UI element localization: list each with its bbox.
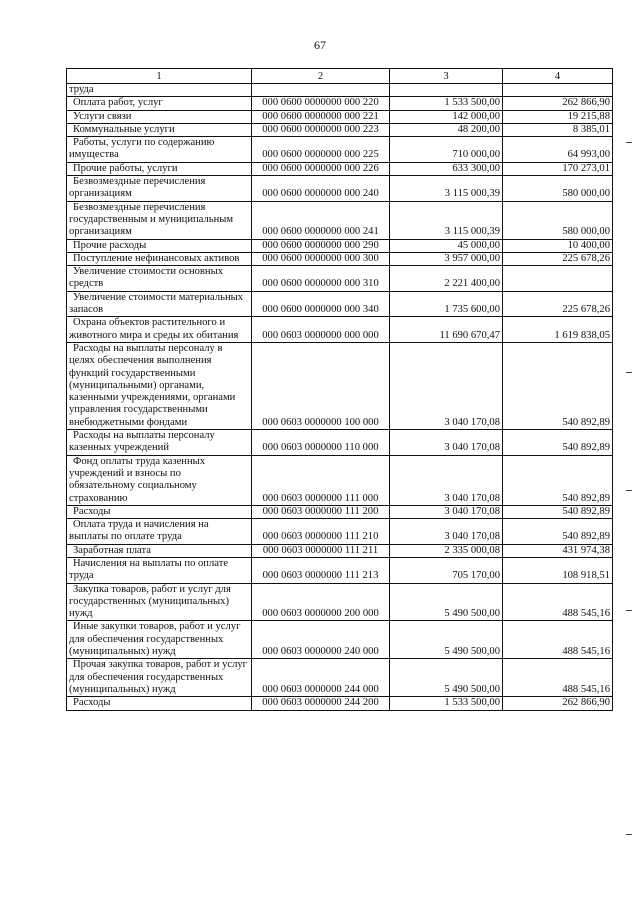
row-name-cell xyxy=(67,455,252,505)
row-actual-value-cell-text: 19 215,88 xyxy=(567,110,610,122)
row-actual-value-cell-text: 488 545,16 xyxy=(562,608,610,620)
table-row xyxy=(67,239,613,252)
row-plan-value-cell xyxy=(390,176,503,202)
row-actual-value-cell xyxy=(503,252,613,265)
row-code-cell-text: 000 0600 0000000 000 290 xyxy=(262,239,379,251)
row-plan-value-cell xyxy=(390,291,503,317)
row-actual-value-cell xyxy=(503,342,613,429)
row-name-cell xyxy=(67,110,252,123)
row-plan-value-cell xyxy=(390,659,503,697)
row-code-cell-text: 000 0603 0000000 100 000 xyxy=(262,416,379,428)
row-actual-value-cell xyxy=(503,621,613,659)
row-actual-value-cell-text: 540 892,89 xyxy=(562,442,610,454)
row-plan-value-cell xyxy=(390,430,503,456)
row-code-cell-text: 000 0600 0000000 000 310 xyxy=(262,278,379,290)
row-actual-value-cell xyxy=(503,239,613,252)
row-actual-value-cell xyxy=(503,544,613,557)
row-name-cell-text: Закупка товаров, работ и услуг для государственных (муниципальных) нужд xyxy=(69,583,231,620)
row-code-cell-text: 000 0603 0000000 111 000 xyxy=(262,492,379,504)
row-actual-value-cell-text: 540 892,89 xyxy=(562,531,610,543)
table-row xyxy=(67,97,613,110)
row-plan-value-cell-text: 1 533 500,00 xyxy=(444,697,500,709)
row-plan-value-cell xyxy=(390,252,503,265)
row-name-cell xyxy=(67,342,252,429)
row-name-cell xyxy=(67,697,252,710)
scan-edge-mark xyxy=(626,490,632,491)
row-plan-value-cell-text: 3 115 000,39 xyxy=(444,188,500,200)
row-name-cell-text: труда xyxy=(69,84,94,95)
row-plan-value-cell xyxy=(390,137,503,163)
row-actual-value-cell xyxy=(503,697,613,710)
row-plan-value-cell xyxy=(390,162,503,175)
table-row xyxy=(67,266,613,292)
table-row xyxy=(67,430,613,456)
table-row xyxy=(67,252,613,265)
row-actual-value-cell xyxy=(503,123,613,136)
row-code-cell xyxy=(252,266,390,292)
row-plan-value-cell-text: 5 490 500,00 xyxy=(444,608,500,620)
row-name-cell-text: Безвозмездные перечисления государственным и муниципальным организациям xyxy=(69,201,234,238)
scan-edge-mark xyxy=(626,142,632,143)
row-code-cell xyxy=(252,176,390,202)
row-code-cell-text: 000 0603 0000000 200 000 xyxy=(262,608,379,620)
row-name-cell xyxy=(67,137,252,163)
row-actual-value-cell xyxy=(503,201,613,239)
row-name-cell-text: Иные закупки товаров, работ и услуг для обеспечения государственных (муниципальных) нужд xyxy=(69,621,241,658)
row-name-cell xyxy=(67,252,252,265)
table-row xyxy=(67,544,613,557)
table-row xyxy=(67,342,613,429)
row-name-cell xyxy=(67,505,252,518)
row-name-cell xyxy=(67,84,252,97)
table-body xyxy=(67,84,613,711)
row-actual-value-cell-text: 431 974,38 xyxy=(562,544,610,556)
row-name-cell-text: Увеличение стоимости материальных запасов xyxy=(69,291,244,316)
row-actual-value-cell-text: 580 000,00 xyxy=(562,188,610,200)
row-code-cell-text: 000 0603 0000000 111 200 xyxy=(262,505,379,517)
row-plan-value-cell-text: 710 000,00 xyxy=(452,149,500,161)
row-code-cell xyxy=(252,544,390,557)
row-plan-value-cell xyxy=(390,557,503,583)
row-actual-value-cell xyxy=(503,137,613,163)
row-name-cell xyxy=(67,123,252,136)
row-plan-value-cell xyxy=(390,123,503,136)
row-code-cell xyxy=(252,430,390,456)
row-name-cell xyxy=(67,176,252,202)
row-name-cell-text: Начисления на выплаты по оплате труда xyxy=(69,557,229,582)
row-name-cell xyxy=(67,317,252,343)
row-code-cell xyxy=(252,583,390,621)
row-code-cell-text: 000 0603 0000000 111 213 xyxy=(262,570,379,582)
row-name-cell xyxy=(67,583,252,621)
row-name-cell-text: Прочие работы, услуги xyxy=(73,162,178,174)
row-plan-value-cell-text: 142 000,00 xyxy=(452,110,500,122)
row-name-cell xyxy=(67,430,252,456)
row-name-cell-text: Охрана объектов растительного и животного мира и среды их обитания xyxy=(69,317,239,341)
row-plan-value-cell xyxy=(390,697,503,710)
row-actual-value-cell xyxy=(503,519,613,545)
row-plan-value-cell xyxy=(390,201,503,239)
row-actual-value-cell xyxy=(503,659,613,697)
row-code-cell xyxy=(252,239,390,252)
scan-edge-mark xyxy=(626,834,632,835)
row-code-cell xyxy=(252,97,390,110)
row-name-cell xyxy=(67,97,252,110)
row-name-cell xyxy=(67,266,252,292)
table-row xyxy=(67,583,613,621)
row-code-cell xyxy=(252,84,390,97)
row-plan-value-cell-text: 1 735 600,00 xyxy=(444,304,500,316)
row-name-cell-text: Коммунальные услуги xyxy=(73,123,175,135)
row-code-cell-text: 000 0600 0000000 000 223 xyxy=(262,123,379,135)
row-name-cell xyxy=(67,239,252,252)
table-row xyxy=(67,137,613,163)
row-name-cell-text: Заработная плата xyxy=(73,544,151,556)
row-code-cell-text: 000 0603 0000000 000 000 xyxy=(262,329,379,341)
table-row xyxy=(67,455,613,505)
row-actual-value-cell-text: 580 000,00 xyxy=(562,226,610,238)
row-name-cell-text: Увеличение стоимости основных средств xyxy=(69,266,224,290)
row-actual-value-cell-text: 262 866,90 xyxy=(562,697,610,709)
row-plan-value-cell-text: 3 957 000,00 xyxy=(444,252,500,264)
row-plan-value-cell xyxy=(390,583,503,621)
row-plan-value-cell-text: 3 040 170,08 xyxy=(444,531,500,543)
row-code-cell xyxy=(252,291,390,317)
row-code-cell xyxy=(252,162,390,175)
row-code-cell-text: 000 0603 0000000 111 210 xyxy=(262,531,379,543)
column-header-3: 3 xyxy=(390,69,503,84)
row-actual-value-cell-text: 225 678,26 xyxy=(562,304,610,316)
row-plan-value-cell-text: 5 490 500,00 xyxy=(444,683,500,695)
column-header-4: 4 xyxy=(503,69,613,84)
row-plan-value-cell-text: 3 115 000,39 xyxy=(444,226,500,238)
row-plan-value-cell xyxy=(390,519,503,545)
row-name-cell-text: Услуги связи xyxy=(73,110,132,122)
row-plan-value-cell-text: 3 040 170,08 xyxy=(444,492,500,504)
row-plan-value-cell xyxy=(390,455,503,505)
row-code-cell xyxy=(252,137,390,163)
row-actual-value-cell-text: 64 993,00 xyxy=(567,149,610,161)
row-code-cell-text: 000 0600 0000000 000 221 xyxy=(262,110,379,122)
row-name-cell-text: Прочая закупка товаров, работ и услуг для обеспечения государственных (муниципальных) нужд xyxy=(69,659,248,695)
table-row xyxy=(67,176,613,202)
row-plan-value-cell xyxy=(390,110,503,123)
row-name-cell xyxy=(67,621,252,659)
row-code-cell xyxy=(252,317,390,343)
row-actual-value-cell xyxy=(503,84,613,97)
row-actual-value-cell-text: 1 619 838,05 xyxy=(554,329,610,341)
row-name-cell-text: Поступление нефинансовых активов xyxy=(73,252,240,264)
row-plan-value-cell-text: 3 040 170,08 xyxy=(444,442,500,454)
row-code-cell-text: 000 0603 0000000 240 000 xyxy=(262,646,379,658)
row-plan-value-cell-text: 48 200,00 xyxy=(457,123,500,135)
row-plan-value-cell-text: 45 000,00 xyxy=(457,239,500,251)
row-actual-value-cell-text: 540 892,89 xyxy=(562,416,610,428)
table-row xyxy=(67,291,613,317)
row-plan-value-cell xyxy=(390,342,503,429)
row-actual-value-cell xyxy=(503,455,613,505)
row-plan-value-cell-text: 633 300,00 xyxy=(452,162,500,174)
row-name-cell-text: Расходы на выплаты персоналу казенных учреждений xyxy=(69,430,215,454)
column-header-1: 1 xyxy=(67,69,252,84)
row-code-cell-text: 000 0603 0000000 110 000 xyxy=(262,442,379,454)
row-name-cell-text: Фонд оплаты труда казенных учреждений и взносы по обязательному социальному страхованию xyxy=(69,455,206,504)
row-actual-value-cell-text: 170 273,01 xyxy=(562,162,610,174)
row-name-cell xyxy=(67,201,252,239)
row-code-cell xyxy=(252,201,390,239)
row-code-cell-text: 000 0603 0000000 244 200 xyxy=(262,697,379,709)
row-plan-value-cell-text: 2 221 400,00 xyxy=(444,278,500,290)
table-header xyxy=(67,69,613,84)
row-actual-value-cell-text: 262 866,90 xyxy=(562,97,610,109)
table-row xyxy=(67,621,613,659)
row-plan-value-cell xyxy=(390,266,503,292)
row-code-cell-text: 000 0600 0000000 000 240 xyxy=(262,188,379,200)
row-name-cell xyxy=(67,519,252,545)
row-plan-value-cell xyxy=(390,621,503,659)
row-plan-value-cell xyxy=(390,505,503,518)
row-code-cell-text: 000 0600 0000000 000 340 xyxy=(262,304,379,316)
row-code-cell-text: 000 0603 0000000 111 211 xyxy=(262,544,379,556)
row-name-cell xyxy=(67,544,252,557)
table-row xyxy=(67,505,613,518)
row-code-cell xyxy=(252,519,390,545)
row-actual-value-cell-text: 488 545,16 xyxy=(562,683,610,695)
scan-edge-mark xyxy=(626,610,632,611)
row-actual-value-cell xyxy=(503,291,613,317)
row-plan-value-cell-text: 705 170,00 xyxy=(452,570,500,582)
row-code-cell xyxy=(252,505,390,518)
row-actual-value-cell xyxy=(503,110,613,123)
row-actual-value-cell-text: 225 678,26 xyxy=(562,252,610,264)
row-code-cell xyxy=(252,342,390,429)
row-plan-value-cell-text: 2 335 000,08 xyxy=(444,544,500,556)
row-plan-value-cell-text: 1 533 500,00 xyxy=(444,97,500,109)
row-code-cell xyxy=(252,110,390,123)
table-row xyxy=(67,84,613,97)
row-actual-value-cell xyxy=(503,266,613,292)
table-row xyxy=(67,557,613,583)
row-name-cell xyxy=(67,557,252,583)
row-name-cell-text: Прочие расходы xyxy=(73,239,147,251)
row-code-cell xyxy=(252,621,390,659)
row-plan-value-cell xyxy=(390,84,503,97)
row-actual-value-cell xyxy=(503,583,613,621)
row-actual-value-cell-text: 540 892,89 xyxy=(562,505,610,517)
row-name-cell-text: Расходы xyxy=(73,505,111,517)
row-actual-value-cell-text: 8 385,01 xyxy=(572,123,610,135)
row-name-cell xyxy=(67,162,252,175)
table-row xyxy=(67,162,613,175)
row-actual-value-cell xyxy=(503,430,613,456)
row-name-cell xyxy=(67,659,252,697)
row-actual-value-cell xyxy=(503,97,613,110)
row-plan-value-cell xyxy=(390,239,503,252)
row-actual-value-cell xyxy=(503,176,613,202)
row-actual-value-cell-text: 10 400,00 xyxy=(567,239,610,251)
row-code-cell xyxy=(252,455,390,505)
row-code-cell xyxy=(252,659,390,697)
row-actual-value-cell xyxy=(503,162,613,175)
row-plan-value-cell xyxy=(390,317,503,343)
row-actual-value-cell xyxy=(503,557,613,583)
row-code-cell xyxy=(252,697,390,710)
row-plan-value-cell-text: 3 040 170,08 xyxy=(444,416,500,428)
row-name-cell-text: Работы, услуги по содержанию имущества xyxy=(69,137,215,161)
row-code-cell-text: 000 0600 0000000 000 225 xyxy=(262,149,379,161)
row-plan-value-cell xyxy=(390,97,503,110)
table-row xyxy=(67,519,613,545)
table-row xyxy=(67,201,613,239)
row-code-cell xyxy=(252,123,390,136)
page-number: 67 xyxy=(314,38,326,52)
column-header-2: 2 xyxy=(252,69,390,84)
row-plan-value-cell-text: 3 040 170,08 xyxy=(444,505,500,517)
row-plan-value-cell-text: 11 690 670,47 xyxy=(439,329,500,341)
scan-edge-mark xyxy=(626,372,632,373)
row-name-cell-text: Оплата работ, услуг xyxy=(73,97,163,109)
row-name-cell-text: Расходы на выплаты персоналу в целях обеспечения выполнения функций государственными (муниципальными) органами, казенными учреждениями, органами управления государственными внебюджетными фондами xyxy=(69,342,236,428)
row-code-cell-text: 000 0600 0000000 000 226 xyxy=(262,162,379,174)
table-row xyxy=(67,697,613,710)
row-actual-value-cell-text: 488 545,16 xyxy=(562,646,610,658)
row-name-cell-text: Оплата труда и начисления на выплаты по оплате труда xyxy=(69,519,209,543)
row-plan-value-cell-text: 5 490 500,00 xyxy=(444,646,500,658)
table-header-row xyxy=(67,69,613,84)
table-row xyxy=(67,123,613,136)
table-row xyxy=(67,317,613,343)
table-row xyxy=(67,659,613,697)
row-code-cell xyxy=(252,557,390,583)
row-actual-value-cell-text: 108 918,51 xyxy=(562,570,610,582)
row-plan-value-cell xyxy=(390,544,503,557)
table-row xyxy=(67,110,613,123)
row-code-cell-text: 000 0600 0000000 000 300 xyxy=(262,252,379,264)
budget-report-table xyxy=(66,68,613,711)
row-code-cell-text: 000 0600 0000000 000 241 xyxy=(262,226,379,238)
row-code-cell-text: 000 0600 0000000 000 220 xyxy=(262,97,379,109)
row-name-cell xyxy=(67,291,252,317)
row-code-cell xyxy=(252,252,390,265)
row-name-cell-text: Расходы xyxy=(73,697,111,709)
row-actual-value-cell xyxy=(503,505,613,518)
row-actual-value-cell-text: 540 892,89 xyxy=(562,492,610,504)
row-actual-value-cell xyxy=(503,317,613,343)
row-code-cell-text: 000 0603 0000000 244 000 xyxy=(262,683,379,695)
row-name-cell-text: Безвозмездные перечисления организациям xyxy=(69,176,206,200)
